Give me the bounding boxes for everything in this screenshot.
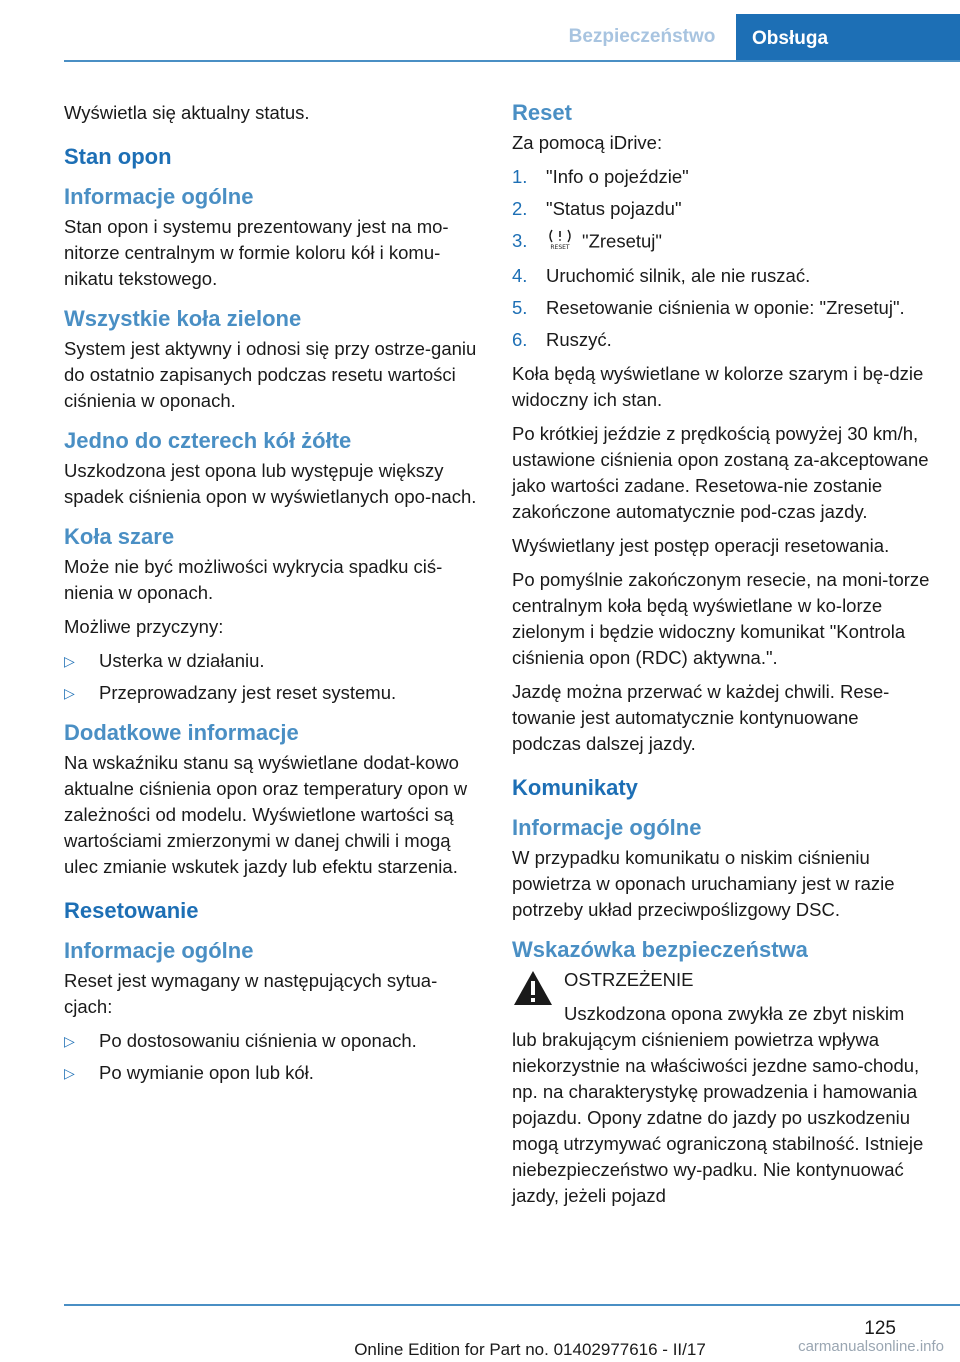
step-number: 2.	[512, 198, 528, 219]
list-item-text: Przeprowadzany jest reset systemu.	[99, 682, 397, 703]
left-column	[64, 100, 484, 1094]
paragraph-5: Jazdę można przerwać w każdej chwili. Rese-towanie jest automatycznie kontynuowane podczas dalszej jazdy.	[512, 681, 890, 754]
subheading-extra: Dodatkowe informacje	[64, 720, 299, 745]
watermark: carmanualsonline.info	[798, 1338, 944, 1355]
list-item	[64, 648, 484, 674]
subheading-green: Wszystkie koła zielone	[64, 306, 302, 331]
list-item	[512, 228, 932, 257]
intro-text: Wyświetla się aktualny status.	[64, 102, 310, 123]
heading-resetowanie: Resetowanie	[64, 898, 199, 923]
steps-list	[512, 164, 932, 353]
step-text: Ruszyć.	[546, 329, 612, 350]
step-number: 5.	[512, 297, 528, 318]
step-number: 4.	[512, 265, 528, 286]
section-tab[interactable]: Bezpieczeństwo	[568, 26, 716, 47]
step-text: "Status pojazdu"	[546, 198, 682, 219]
chapter-tab[interactable]: Obsługa	[736, 14, 960, 60]
step-number: 3.	[512, 230, 528, 251]
paragraph-2: Po krótkiej jeździe z prędkością powyżej 30 km/h, ustawione ciśnienia opon zostaną za-akceptowane jako wartości zadane. Resetowa-nie zostanie zakończone automatycznie pod-czas jazdy.	[512, 423, 929, 522]
page-number: 125	[864, 1318, 896, 1339]
page-header	[0, 0, 960, 62]
paragraph-yellow: Uszkodzona jest opona lub występuje większy spadek ciśnienia opon w wyświetlanych opo-nach.	[64, 460, 477, 507]
heading-stan-opon: Stan opon	[64, 144, 172, 169]
step-number: 1.	[512, 166, 528, 187]
triangle-bullet-icon: ▷	[64, 1033, 75, 1049]
svg-text:RESET: RESET	[550, 244, 570, 250]
paragraph-1: Koła będą wyświetlane w kolorze szarym i bę-dzie widoczny ich stan.	[512, 363, 924, 410]
right-column	[512, 100, 932, 1217]
step-text: Uruchomić silnik, ale nie ruszać.	[546, 265, 811, 286]
step-text: "Info o pojeździe"	[546, 166, 689, 187]
subheading-safety: Wskazówka bezpieczeństwa	[512, 937, 808, 962]
paragraph-grey: Może nie być możliwości wykrycia spadku ciś-nienia w oponach.	[64, 556, 443, 603]
list-item	[512, 196, 932, 222]
list-item	[512, 295, 932, 321]
subheading-messages-general: Informacje ogólne	[512, 815, 702, 840]
list-item-text: Po dostosowaniu ciśnienia w oponach.	[99, 1030, 417, 1051]
list-item	[512, 263, 932, 289]
subheading-reset-general: Informacje ogólne	[64, 938, 254, 963]
list-item-text: Po wymianie opon lub kół.	[99, 1062, 314, 1083]
subheading-grey: Koła szare	[64, 524, 175, 549]
paragraph-extra: Na wskaźniku stanu są wyświetlane dodat-kowo aktualne ciśnienia opon oraz temperatury opon w zależności od modelu. Wyświetlone wartości są wartościami zmierzonymi w danej chwili i mogą ulec zmianie wskutek jazdy lub efektu starzenia.	[64, 752, 468, 877]
causes-list	[64, 648, 484, 706]
header-rule	[64, 60, 960, 62]
triangle-bullet-icon: ▷	[64, 653, 75, 669]
triangle-bullet-icon: ▷	[64, 685, 75, 701]
list-item-text: Usterka w działaniu.	[99, 650, 265, 671]
warning-box	[512, 967, 932, 1209]
subheading-yellow: Jedno do czterech kół żółte	[64, 428, 352, 453]
list-item	[64, 680, 484, 706]
list-item	[64, 1060, 484, 1086]
causes-label: Możliwe przyczyny:	[64, 616, 224, 637]
subheading-general: Informacje ogólne	[64, 184, 254, 209]
paragraph-green: System jest aktywny i odnosi się przy ostrze-ganiu do ostatnio zapisanych podczas resetu wartości ciśnienia w oponach.	[64, 338, 477, 411]
list-item	[512, 164, 932, 190]
list-item	[64, 1028, 484, 1054]
warning-text: Uszkodzona opona zwykła ze zbyt niskim lub brakującym ciśnieniem powietrza wpływa niekorzystnie na właściwości jezdne samo-chodu, np. na charakterystykę prowadzenia i hamowania pojazdu. Opony zdatne do jazdy po uszkodzeniu mogą utrzymywać ograniczoną stabilność. Istnieje niebezpieczeństwo wy-padku. Nie kontynuować jazdy, jeżeli pojazd	[512, 1003, 924, 1206]
edition-text: Online Edition for Part no. 01402977616 - II/17	[354, 1340, 706, 1359]
step-text: Resetowanie ciśnienia w oponie: "Zresetuj".	[546, 297, 905, 318]
tire-reset-icon	[546, 228, 574, 257]
warning-title: OSTRZEŻENIE	[564, 969, 694, 990]
paragraph-3: Wyświetlany jest postęp operacji resetowania.	[512, 535, 890, 556]
subheading-reset: Reset	[512, 100, 572, 125]
step-number: 6.	[512, 329, 528, 350]
heading-komunikaty: Komunikaty	[512, 775, 638, 800]
paragraph-reset-general: Reset jest wymagany w następujących sytua-cjach:	[64, 970, 438, 1017]
footer-rule	[64, 1304, 960, 1306]
paragraph-general: Stan opon i systemu prezentowany jest na mo-nitorze centralnym w formie koloru kół i komu-nikatu tekstowego.	[64, 216, 449, 289]
idrive-label: Za pomocą iDrive:	[512, 132, 663, 153]
triangle-bullet-icon: ▷	[64, 1065, 75, 1081]
paragraph-4: Po pomyślnie zakończonym resecie, na moni-torze centralnym koła będą wyświetlane w ko-lorze zielonym i będzie widoczny komunikat "Kontrola ciśnienia opon (RDC) aktywna.".	[512, 569, 930, 668]
warning-triangle-icon	[512, 969, 554, 1014]
step-text: "Zresetuj"	[582, 230, 662, 252]
situations-list	[64, 1028, 484, 1086]
list-item	[512, 327, 932, 353]
paragraph-messages: W przypadku komunikatu o niskim ciśnieniu powietrza w oponach uruchamiany jest w razie potrzeby układ przeciwpoślizgowy DSC.	[512, 847, 895, 920]
